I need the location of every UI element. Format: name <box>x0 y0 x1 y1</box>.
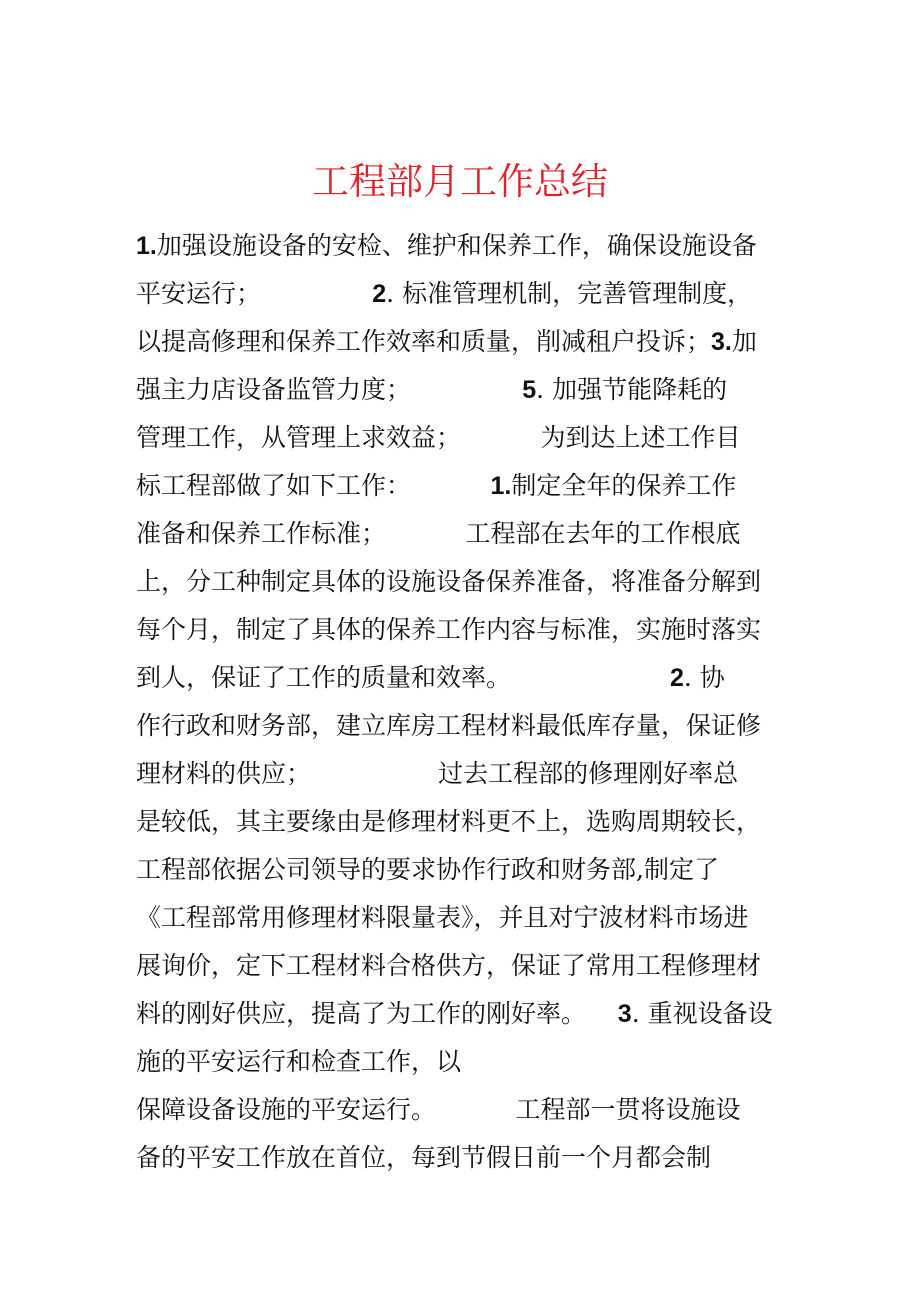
body-text-segment: 强主力店设备监管力度； <box>136 375 523 404</box>
body-text-segment: 《工程部常用修理材料限量表》，并且对宁波材料市场进 <box>136 903 749 932</box>
body-line <box>136 366 806 414</box>
body-text-segment: 准备和保养工作标准； 工程部在去年的工作根底 <box>136 519 741 548</box>
body-text-segment: 展询价，定下工程材料合格供方，保证了常用工程修理材 <box>136 951 762 980</box>
body-line <box>136 558 806 606</box>
body-text-segment: 到人，保证了工作的质量和效率。 <box>136 663 670 692</box>
body-text-segment: . 加强节能降耗的 <box>536 375 728 404</box>
body-text-segment: 以提高修理和保养工作效率和质量，削减租户投诉； <box>136 327 712 356</box>
body-text-segment: 理材料的供应； 过去工程部的修理刚好率总 <box>136 759 739 788</box>
body-text-segment: . 协 <box>683 663 725 692</box>
body-line <box>136 414 806 462</box>
body-line <box>136 606 806 654</box>
item-number: 3 <box>617 1000 632 1028</box>
item-number: 5 <box>522 376 537 404</box>
body-line <box>136 510 806 558</box>
body-line <box>136 222 806 270</box>
body-text-segment: 作行政和财务部，建立库房工程材料最低库存量，保证修 <box>136 711 762 740</box>
body-text-segment: . 标准管理机制，完善管理制度， <box>386 279 753 308</box>
item-number: 3. <box>711 328 732 356</box>
body-line <box>136 846 806 894</box>
body-line <box>136 462 806 510</box>
body-line <box>136 990 806 1038</box>
body-line <box>136 1038 806 1086</box>
body-line <box>136 1134 806 1182</box>
body-line <box>136 702 806 750</box>
body-line <box>136 270 806 318</box>
body-line <box>136 894 806 942</box>
body-line <box>136 1086 806 1134</box>
body-line <box>136 654 806 702</box>
body-text-segment: 上，分工种制定具体的设施设备保养准备，将准备分解到 <box>136 567 762 596</box>
body-text-segment: 施的平安运行和检查工作，以 <box>136 1047 462 1076</box>
body-text-segment: 制定全年的保养工作 <box>511 471 737 500</box>
body-text-segment: 是较低，其主要缘由是修理材料更不上，选购周期较长， <box>136 807 762 836</box>
body-line <box>136 318 806 366</box>
body-text-segment: 料的刚好供应，提高了为工作的刚好率。 <box>136 999 618 1028</box>
item-number: 1. <box>490 472 512 500</box>
item-number: 1. <box>136 232 157 260</box>
body-text-segment: 加 <box>731 327 757 356</box>
item-number: 2 <box>669 664 684 692</box>
body-text-segment: 工程部依据公司领导的要求协作行政和财务部,制定了 <box>136 855 719 884</box>
body-text-segment: 加强设施设备的安检、维护和保养工作，确保设施设备 <box>156 231 757 260</box>
document-body <box>136 222 806 1182</box>
body-line <box>136 798 806 846</box>
body-line <box>136 942 806 990</box>
body-text-segment: 每个月，制定了具体的保养工作内容与标准，实施时落实 <box>136 615 762 644</box>
body-text-segment: . 重视设备设 <box>631 999 773 1028</box>
body-text-segment: 平安运行； <box>136 279 373 308</box>
body-line <box>136 750 806 798</box>
body-text-segment: 管理工作，从管理上求效益； 为到达上述工作目 <box>136 423 741 452</box>
body-text-segment: 保障设备设施的平安运行。 工程部一贯将设施设 <box>136 1095 741 1124</box>
document-title: 工程部月工作总结 <box>312 160 608 203</box>
body-text-segment: 标工程部做了如下工作： <box>136 471 491 500</box>
item-number: 2 <box>372 280 387 308</box>
body-text-segment: 备的平安工作放在首位，每到节假日前一个月都会制 <box>136 1143 712 1172</box>
